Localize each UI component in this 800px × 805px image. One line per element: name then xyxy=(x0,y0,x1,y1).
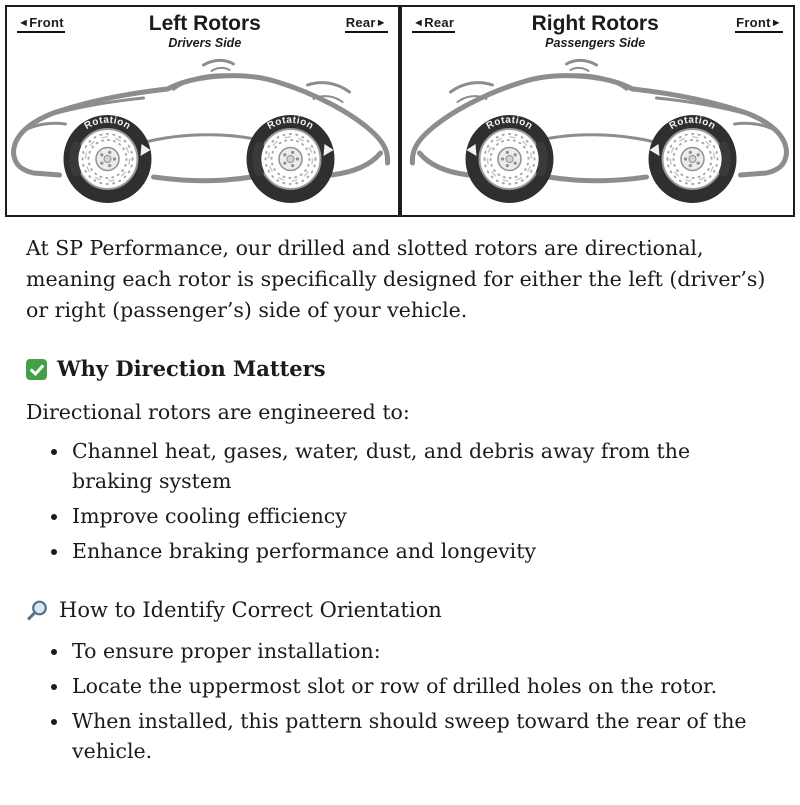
rear-direction-label: ◄Rear xyxy=(412,15,455,33)
left-panel-header xyxy=(7,7,398,51)
rotation-label-front: Rotation xyxy=(82,114,133,133)
rotation-label-rear: Rotation xyxy=(484,114,535,133)
rotor-direction-diagram xyxy=(5,5,795,217)
section-heading-text: How to Identify Correct Orientation xyxy=(59,597,442,622)
arrow-left-icon: ◄ xyxy=(18,17,30,29)
car-illustration-right xyxy=(402,47,793,213)
list-item: • When installed, this pattern should sweep toward the rear of the vehicle. xyxy=(70,706,774,768)
section1-bullet-list xyxy=(26,436,774,567)
check-mark-icon xyxy=(26,359,47,380)
list-item: • Locate the uppermost slot or row of drilled holes on the rotor. xyxy=(70,671,774,702)
right-panel-title-block xyxy=(532,12,659,51)
panel-title: Left Rotors xyxy=(148,12,261,35)
list-item: • Improve cooling efficiency xyxy=(70,501,774,532)
article-body xyxy=(0,233,800,767)
magnifier-icon xyxy=(26,599,49,622)
left-panel-title-block xyxy=(149,12,261,51)
panel-subtitle: Drivers Side xyxy=(168,36,242,51)
rotation-label-front: Rotation xyxy=(667,114,718,133)
section-heading-why-direction-matters xyxy=(26,353,774,385)
list-item: • To ensure proper installation: xyxy=(70,636,774,667)
arrow-right-icon: ► xyxy=(375,17,387,29)
right-panel-header xyxy=(402,7,793,51)
rotation-label-rear: Rotation xyxy=(265,114,316,133)
panel-title: Right Rotors xyxy=(531,12,659,35)
arrow-left-icon: ◄ xyxy=(413,17,425,29)
section-heading-identify-orientation xyxy=(26,595,774,627)
right-rotors-panel xyxy=(400,5,795,217)
front-direction-label: Front► xyxy=(735,15,783,33)
list-item: • Channel heat, gases, water, dust, and debris away from the braking system xyxy=(70,436,774,498)
car-illustration-left xyxy=(7,47,398,213)
intro-paragraph: At SP Performance, our drilled and slotted rotors are directional, meaning each rotor is specifically designed for either the left (driver’s) or right (passenger’s) side of your vehicle. xyxy=(26,236,766,322)
section-heading-text: Why Direction Matters xyxy=(57,356,326,382)
section2-bullet-list xyxy=(26,636,774,767)
rear-direction-label: Rear► xyxy=(345,15,388,33)
arrow-right-icon: ► xyxy=(770,17,782,29)
panel-subtitle: Passengers Side xyxy=(545,36,646,51)
front-direction-label: ◄Front xyxy=(17,15,65,33)
section1-lead: Directional rotors are engineered to: xyxy=(26,399,410,424)
left-rotors-panel xyxy=(5,5,400,217)
list-item: • Enhance braking performance and longevity xyxy=(70,536,774,567)
